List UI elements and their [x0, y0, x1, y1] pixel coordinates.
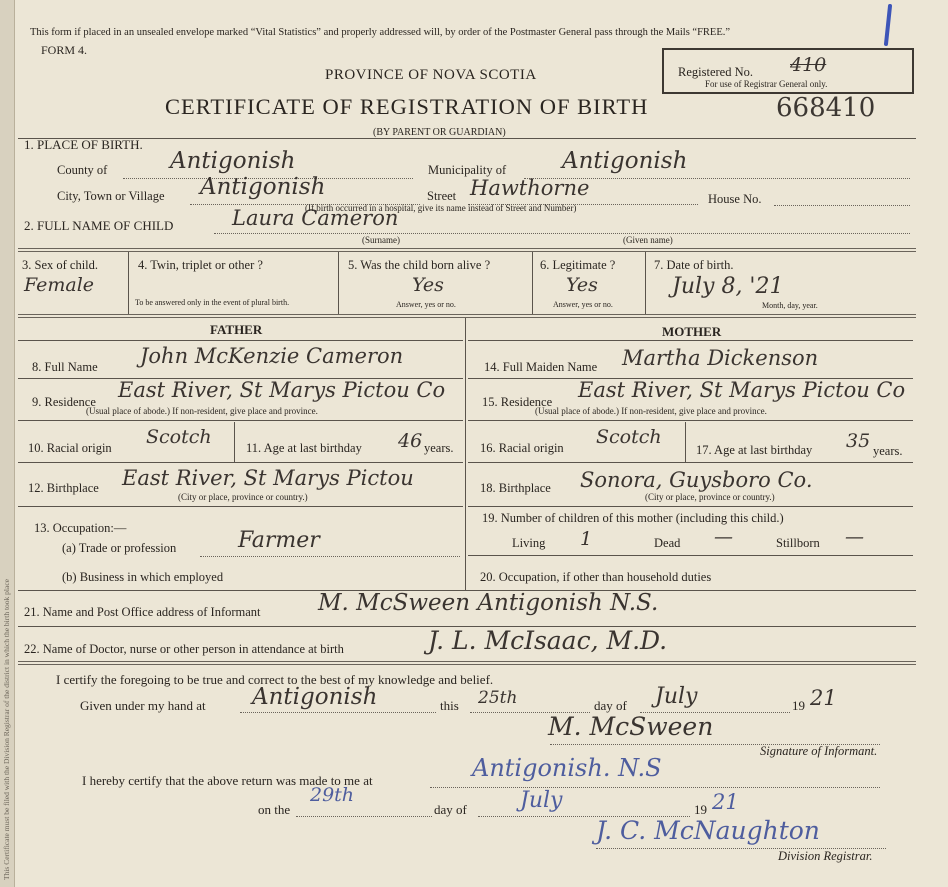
day-of-label: day of: [594, 698, 627, 713]
living-value: 1: [580, 528, 593, 550]
mail-notice: This form if placed in an unsealed envelope marked “Vital Statistics” and properly addressed will, by order of the Postmaster General pass through the Mails “FREE.”: [30, 27, 731, 38]
registrar-day-value: 29th: [310, 784, 355, 806]
municipality-value: Antigonish: [562, 148, 688, 174]
col-divider: [685, 422, 686, 462]
given-caption: (Given name): [623, 235, 673, 245]
twin-note: To be answered only in the event of plural birth.: [135, 298, 290, 307]
twin-label: 4. Twin, triplet or other ?: [138, 258, 263, 272]
mother-occupation-label: 20. Occupation, if other than household duties: [480, 570, 712, 584]
mother-racial-label: 16. Racial origin: [480, 441, 564, 455]
row-line: [18, 420, 463, 421]
mother-racial-value: Scotch: [596, 426, 662, 448]
trade-label: (a) Trade or profession: [62, 541, 177, 555]
registrar-year-prefix: 19: [694, 802, 707, 817]
father-racial-value: Scotch: [146, 426, 212, 448]
registrar-day-of-label: day of: [434, 802, 467, 817]
city-value: Antigonish: [200, 174, 326, 200]
surname-caption: (Surname): [362, 235, 400, 245]
mother-birthplace-note: (City or place, province or country.): [645, 492, 775, 502]
alive-label: 5. Was the child born alive ?: [348, 258, 491, 272]
dead-label: Dead: [654, 536, 681, 550]
county-value: Antigonish: [170, 148, 296, 174]
living-label: Living: [512, 536, 546, 550]
row-line: [18, 462, 463, 463]
province-heading: PROVINCE OF NOVA SCOTIA: [325, 67, 537, 83]
alive-value: Yes: [412, 274, 444, 296]
year-prefix: 19: [792, 698, 805, 713]
father-age-label: 11. Age at last birthday: [246, 441, 362, 455]
pen-stroke-mark: [868, 4, 896, 50]
row-line: [468, 340, 913, 341]
col-divider: [338, 252, 339, 314]
child-name-label: 2. FULL NAME OF CHILD: [24, 218, 174, 233]
on-the-label: on the: [258, 802, 291, 817]
business-label: (b) Business in which employed: [62, 570, 224, 584]
legit-value: Yes: [566, 274, 598, 296]
row-line: [468, 555, 913, 556]
col-divider: [128, 252, 129, 314]
informant-signature: M. McSween: [548, 712, 714, 741]
father-name-label: 8. Full Name: [32, 360, 98, 374]
hospital-note: (If birth occurred in a hospital, give its name instead of Street and Number): [305, 203, 577, 213]
dead-value: —: [714, 526, 733, 548]
legit-label: 6. Legitimate ?: [540, 258, 616, 272]
row-line: [468, 462, 913, 463]
father-racial-label: 10. Racial origin: [28, 441, 112, 455]
row-line: [468, 420, 913, 421]
section-divider-2: [18, 314, 916, 318]
certificate-subtitle: (BY PARENT OR GUARDIAN): [373, 127, 506, 138]
mother-years: years.: [873, 444, 903, 458]
city-label: City, Town or Village: [57, 189, 165, 203]
father-heading: FATHER: [210, 322, 263, 337]
certify-statement: I certify the foregoing to be true and correct to the best of my knowledge and belief.: [56, 672, 494, 687]
child-name-value: Laura Cameron: [232, 206, 399, 230]
alive-note: Answer, yes or no.: [396, 300, 456, 309]
registered-label: Registered No.: [678, 65, 753, 79]
father-res-note: (Usual place of abode.) If non-resident, give place and province.: [86, 406, 318, 416]
sex-label: 3. Sex of child.: [22, 258, 99, 272]
house-label: House No.: [708, 192, 762, 206]
day-value: 25th: [478, 688, 518, 708]
header-divider: [18, 138, 916, 139]
year-value: 21: [810, 686, 837, 710]
mother-age-value: 35: [846, 430, 871, 452]
mother-heading: MOTHER: [662, 324, 722, 339]
mother-age-label: 17. Age at last birthday: [696, 443, 813, 457]
row-line: [18, 340, 463, 341]
certificate-number: 668410: [776, 93, 876, 123]
registrar-month-value: July: [520, 788, 563, 813]
father-years: years.: [424, 441, 454, 455]
municipality-label: Municipality of: [428, 163, 507, 177]
row-line: [18, 506, 463, 507]
father-birthplace-note: (City or place, province or country.): [178, 492, 308, 502]
side-edge-text: This Certificate must be filed with the Division Registrar of the district in which the birth took place: [2, 579, 11, 880]
children-label: 19. Number of children of this mother (including this child.): [482, 511, 784, 525]
row-line: [296, 816, 432, 817]
row-line: [430, 787, 880, 788]
registrar-caption: Division Registrar.: [778, 849, 873, 863]
stillborn-label: Stillborn: [776, 536, 820, 550]
given-place-value: Antigonish: [252, 684, 378, 710]
sex-value: Female: [24, 274, 95, 296]
form-number: FORM 4.: [41, 43, 88, 57]
binding-edge: [0, 0, 15, 887]
stillborn-value: —: [845, 526, 864, 548]
mother-birthplace-value: Sonora, Guysboro Co.: [580, 468, 813, 492]
doctor-label: 22. Name of Doctor, nurse or other person in attendance at birth: [24, 642, 344, 656]
mother-name-label: 14. Full Maiden Name: [484, 360, 598, 374]
signature-caption: Signature of Informant.: [760, 744, 878, 758]
doctor-value: J. L. McIsaac, M.D.: [428, 626, 668, 655]
date-value: July 8, '21: [672, 274, 784, 299]
father-birthplace-value: East River, St Marys Pictou: [122, 466, 414, 490]
col-divider: [532, 252, 533, 314]
occupation-label: 13. Occupation:—: [34, 521, 127, 535]
father-res-label: 9. Residence: [32, 395, 96, 409]
date-label: 7. Date of birth.: [654, 258, 734, 272]
col-divider: [234, 422, 235, 462]
mother-res-value: East River, St Marys Pictou Co: [578, 378, 906, 402]
father-age-value: 46: [398, 430, 423, 452]
father-name-value: John McKenzie Cameron: [140, 344, 404, 368]
street-value: Hawthorne: [470, 176, 590, 200]
county-label: County of: [57, 163, 108, 177]
parent-column-divider: [465, 318, 466, 590]
row-line: [240, 712, 436, 713]
trade-value: Farmer: [238, 528, 320, 553]
this-label: this: [440, 698, 459, 713]
father-birthplace-label: 12. Birthplace: [28, 481, 99, 495]
certificate-title: CERTIFICATE OF REGISTRATION OF BIRTH: [165, 94, 649, 119]
registrar-signature: J. C. McNaughton: [596, 816, 820, 845]
row-line: [468, 506, 913, 507]
row-line: [200, 556, 460, 557]
section-divider-3: [18, 661, 916, 665]
month-value: July: [655, 684, 698, 709]
registrar-note: For use of Registrar General only.: [705, 79, 828, 89]
registrar-statement: I hereby certify that the above return was made to me at: [82, 773, 373, 788]
informant-label: 21. Name and Post Office address of Informant: [24, 605, 261, 619]
informant-value: M. McSween Antigonish N.S.: [318, 590, 659, 616]
registered-number: 410: [790, 54, 827, 76]
legit-note: Answer, yes or no.: [553, 300, 613, 309]
street-label: Street: [427, 189, 457, 203]
registrar-year-value: 21: [712, 790, 739, 814]
mother-res-note: (Usual place of abode.) If non-resident, give place and province.: [535, 406, 767, 416]
mother-res-label: 15. Residence: [482, 395, 553, 409]
col-divider: [645, 252, 646, 314]
father-res-value: East River, St Marys Pictou Co: [118, 378, 446, 402]
mother-birthplace-label: 18. Birthplace: [480, 481, 551, 495]
child-name-line: [214, 233, 910, 234]
date-note: Month, day, year.: [762, 301, 818, 310]
given-label: Given under my hand at: [80, 698, 206, 713]
registrar-place-value: Antigonish. N.S: [472, 754, 662, 782]
house-line: [774, 205, 910, 206]
section-divider-1: [18, 248, 916, 252]
mother-name-value: Martha Dickenson: [622, 346, 819, 370]
place-heading: 1. PLACE OF BIRTH.: [24, 137, 143, 152]
